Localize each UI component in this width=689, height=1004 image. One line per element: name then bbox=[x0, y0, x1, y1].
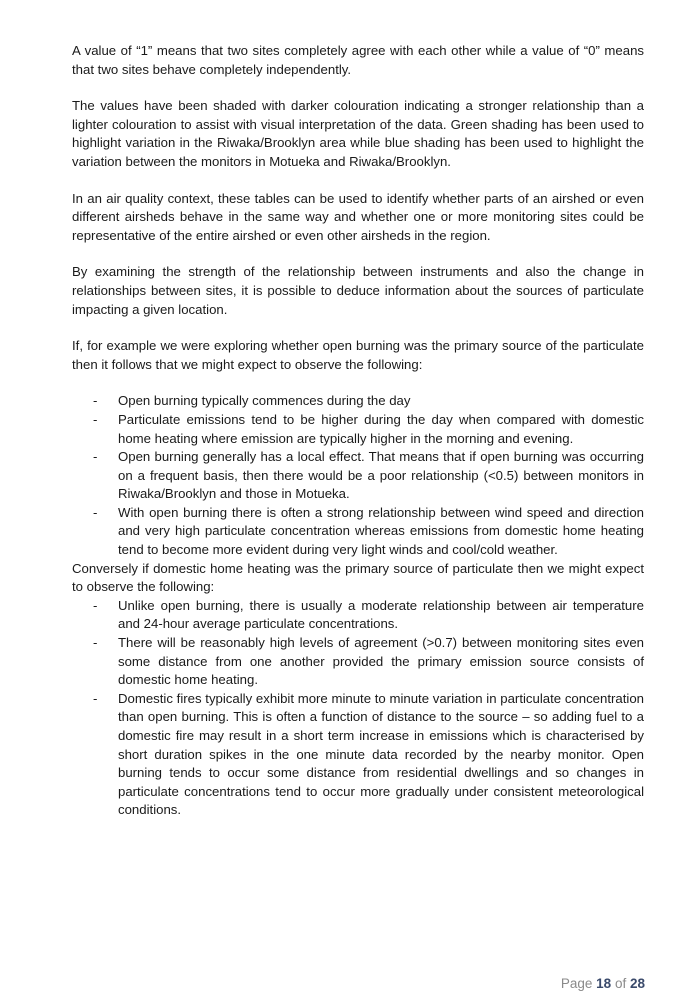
dash-bullet: - bbox=[93, 393, 98, 409]
paragraph-open-burning-intro: If, for example we were exploring whether open burning was the primary source of the particulate then it follows that we might expect to observe the following: bbox=[72, 338, 644, 372]
page-number: 18 bbox=[596, 976, 612, 991]
paragraph-shading: The values have been shaded with darker colouration indicating a stronger relationship than a lighter colouration to assist with visual interpretation of the data. Green shading has been used to highlight variation in the Riwaka/Brooklyn area while blue shading has been used to highlight the variation between the monitors in Motueka and Riwaka/Brooklyn. bbox=[72, 98, 644, 169]
list-item: - Open burning generally has a local effect. That means that if open burning was occurring on a frequent basis, then there would be a poor relationship (<0.5) between monitors in Riwaka/Brooklyn and those in Motueka. bbox=[93, 449, 644, 502]
total-pages: 28 bbox=[629, 976, 645, 991]
list-item: - Particulate emissions tend to be higher during the day when compared with domestic home heating where emission are typically higher in the morning and evening. bbox=[93, 411, 644, 446]
dash-bullet: - bbox=[93, 597, 98, 613]
paragraph-home-heating-intro: Conversely if domestic home heating was the primary source of particulate then we might expect to observe the following: bbox=[72, 560, 644, 595]
page-label: Page bbox=[560, 976, 593, 991]
list-item: - Open burning typically commences during the day bbox=[72, 392, 644, 411]
page-footer bbox=[561, 976, 645, 991]
paragraph-air-quality-context: In an air quality context, these tables can be used to identify whether parts of an airshed or even different airsheds behave in the same way and whether one or more monitoring sites could be representative of the entire airshed or even other airsheds in the region. bbox=[72, 190, 644, 243]
dash-bullet: - bbox=[93, 411, 98, 427]
document-page bbox=[72, 42, 644, 820]
dash-bullet: - bbox=[93, 690, 98, 706]
list-item: - Unlike open burning, there is usually a moderate relationship between air temperature and 24-hour average particulate concentrations. bbox=[93, 597, 644, 632]
list-item: - Domestic fires typically exhibit more minute to minute variation in particulate concentration than open burning. This is often a function of distance to the source – so adding fuel to a domestic fire may result in a short term increase in emissions which is characterised by short duration spikes in the one minute data recorded by the nearby monitor. Open burning tends to occur some distance from residential dwellings and so changes in particulate concentrations tend to occur more gradually under consistent meteorological conditions. bbox=[93, 690, 644, 818]
dash-bullet: - bbox=[93, 504, 98, 520]
open-burning-list bbox=[72, 392, 644, 559]
paragraph-relationship-strength: By examining the strength of the relationship between instruments and also the change in relationships between sites, it is possible to deduce information about the sources of particulate impacting a given location. bbox=[72, 264, 644, 317]
list-item: - With open burning there is often a strong relationship between wind speed and direction and very high particulate concentration whereas emissions from domestic home heating tend to become more evident during very light winds and cool/cold weather. bbox=[93, 504, 644, 558]
dash-bullet: - bbox=[93, 449, 98, 465]
list-item: - There will be reasonably high levels of agreement (>0.7) between monitoring sites even some distance from one another provided the primary emission source consists of domestic home heating. bbox=[93, 635, 644, 688]
dash-bullet: - bbox=[93, 635, 98, 651]
home-heating-list bbox=[72, 597, 644, 820]
paragraph-value-meaning: A value of “1” means that two sites completely agree with each other while a value of “0” means that two sites behave completely independently. bbox=[72, 43, 644, 77]
of-label: of bbox=[614, 976, 627, 991]
